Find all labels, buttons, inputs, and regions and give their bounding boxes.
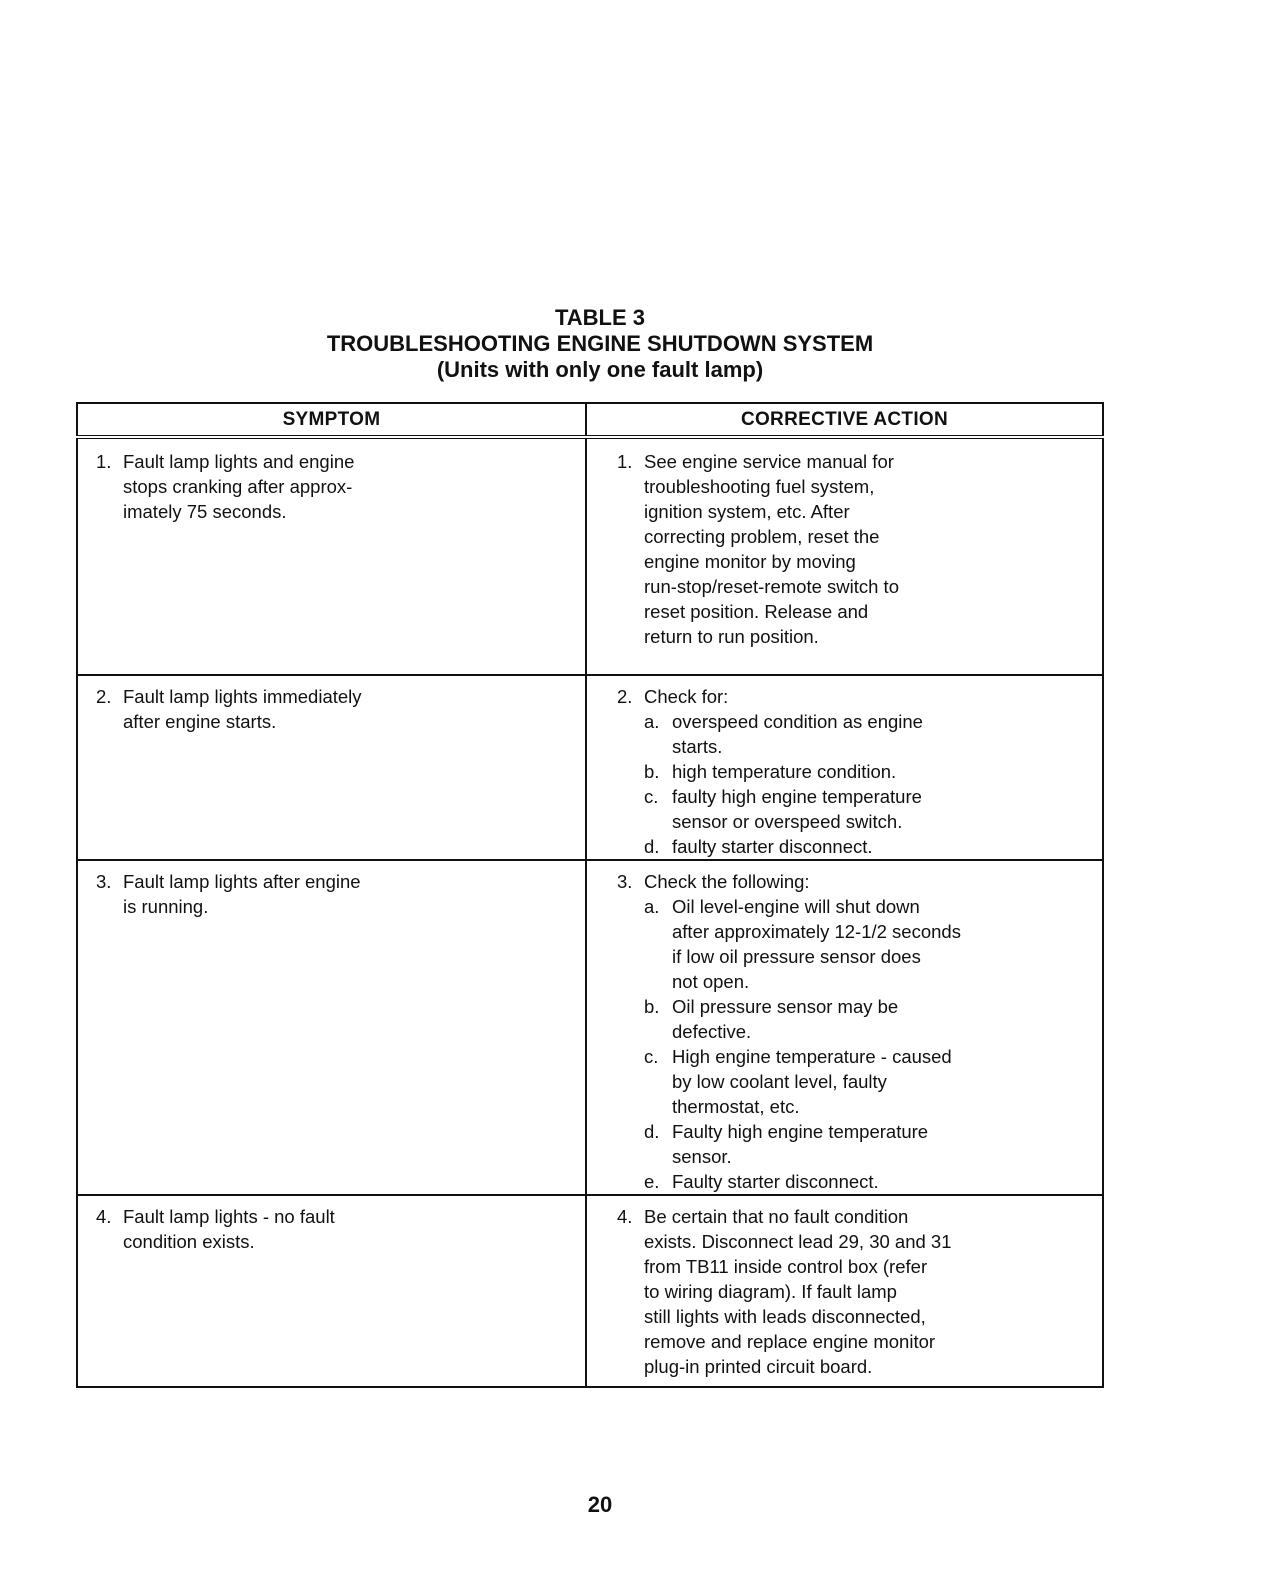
symptom-number: 1. [96,451,112,472]
table-subtitle: (Units with only one fault lamp) [436,357,764,382]
action-number: 2. [617,686,633,707]
table-title: TROUBLESHOOTING ENGINE SHUTDOWN SYSTEM [326,331,874,356]
page-number: 20 [587,1492,613,1517]
subitem-letter: a. [644,711,660,732]
subitem-text: High engine temperature - caused by low coolant level, faulty thermostat, etc. [672,1046,952,1117]
action-subitem [644,1044,961,1119]
table-row [77,860,1103,1195]
action-subitem [644,834,923,859]
symptom-cell [77,860,586,1195]
action-subitem [644,894,961,994]
troubleshooting-table [76,402,1104,1388]
table-heading [0,305,1200,383]
table-row [77,1195,1103,1387]
subitem-letter: c. [644,786,659,807]
action-cell [586,675,1103,860]
symptom-column-header: SYMPTOM [77,403,586,437]
subitem-text: faulty high engine temperature sensor or overspeed switch. [672,786,922,832]
action-subitem [644,994,961,1044]
subitem-text: faulty starter disconnect. [672,836,873,857]
action-text: Be certain that no fault condition exists. Disconnect lead 29, 30 and 31 from TB11 inside control box (refer to wiring diagram). If fault lamp still lights with leads disconnected, remove and replace engine monitor plug-in printed circuit board. [644,1206,952,1377]
symptom-text: Fault lamp lights - no fault condition exists. [123,1206,335,1252]
symptom-number: 4. [96,1206,112,1227]
subitem-letter: b. [644,996,660,1017]
action-subitem [644,759,923,784]
action-number: 4. [617,1206,633,1227]
action-subitem [644,784,923,834]
subitem-text: Oil level-engine will shut down after approximately 12-1/2 seconds if low oil pressure sensor does not open. [672,896,961,992]
action-cell [586,1195,1103,1387]
header-row [77,403,1103,437]
symptom-number: 2. [96,686,112,707]
table-label: TABLE 3 [554,305,646,330]
action-text: Check for: [644,686,729,707]
subitem-text: Faulty high engine temperature sensor. [672,1121,929,1167]
subitem-text: Faulty starter disconnect. [672,1171,879,1192]
symptom-cell [77,1195,586,1387]
subitem-letter: c. [644,1046,659,1067]
table-row [77,675,1103,860]
action-cell [586,860,1103,1195]
action-column-header: CORRECTIVE ACTION [586,403,1103,437]
symptom-cell [77,675,586,860]
subitem-letter: d. [644,836,660,857]
symptom-text: Fault lamp lights and engine stops cranking after approx- imately 75 seconds. [123,451,355,522]
symptom-number: 3. [96,871,112,892]
action-number: 1. [617,451,633,472]
action-number: 3. [617,871,633,892]
subitem-text: Oil pressure sensor may be defective. [672,996,899,1042]
action-subitem [644,1169,961,1194]
subitem-letter: b. [644,761,660,782]
symptom-text: Fault lamp lights immediately after engine starts. [123,686,362,732]
subitem-letter: d. [644,1121,660,1142]
table-row [77,437,1103,675]
symptom-cell [77,437,586,675]
action-subitem [644,1119,961,1169]
action-text: See engine service manual for troubleshooting fuel system, ignition system, etc. After correcting problem, reset the engine monitor by moving run-stop/reset-remote switch to reset position. Release and return to run position. [644,451,899,647]
symptom-text: Fault lamp lights after engine is running. [123,871,361,917]
action-text: Check the following: [644,871,810,892]
action-cell [586,437,1103,675]
subitem-text: overspeed condition as engine starts. [672,711,923,757]
subitem-letter: e. [644,1171,660,1192]
subitem-letter: a. [644,896,660,917]
action-subitem [644,709,923,759]
subitem-text: high temperature condition. [672,761,897,782]
